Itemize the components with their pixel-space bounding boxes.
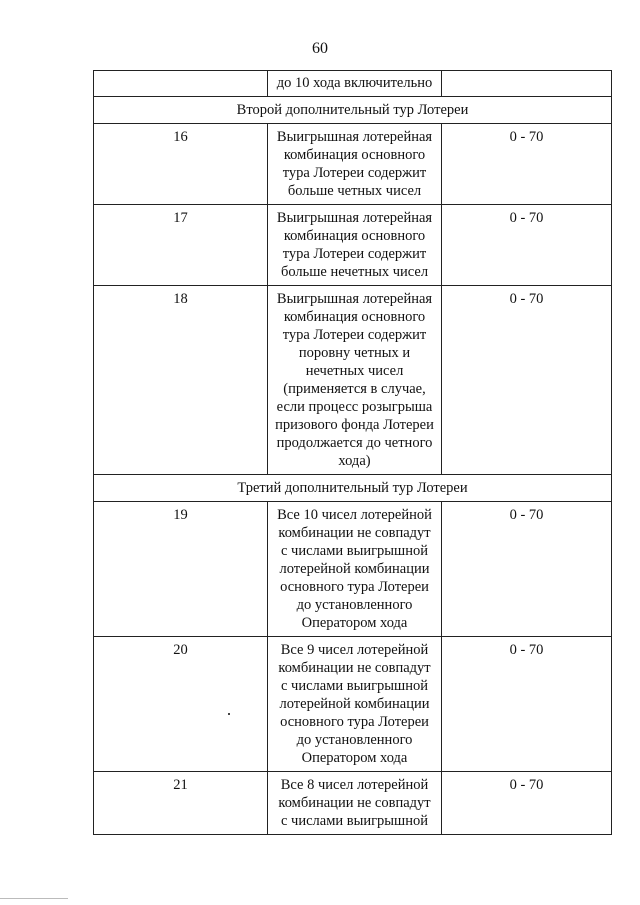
cell-number: 17 (94, 205, 268, 286)
cell-value: 0 - 70 (442, 637, 612, 772)
section-header-row (94, 475, 612, 502)
cell-value: 0 - 70 (442, 124, 612, 205)
condition-line: Оператором хода (301, 750, 408, 766)
table-row (94, 205, 612, 286)
condition-line: с числами выигрышной (280, 813, 428, 829)
condition-line: лотерейной комбинации (279, 561, 430, 577)
page-number: 60 (312, 40, 328, 57)
cell-empty-value (442, 71, 612, 97)
cell-number: 16 (94, 124, 268, 205)
condition-line: лотерейной комбинации (279, 696, 430, 712)
cell-empty-number (94, 71, 268, 97)
table-row (94, 637, 612, 772)
condition-line: (применяется в случае, (283, 381, 426, 397)
condition-line: комбинация основного (283, 147, 426, 163)
cell-value: 0 - 70 (442, 205, 612, 286)
cell-condition (268, 124, 442, 205)
condition-line: комбинация основного (283, 228, 426, 244)
condition-line: Оператором хода (301, 615, 408, 631)
condition-line: поровну четных и (298, 345, 411, 361)
condition-line: комбинации не совпадут (278, 795, 431, 811)
condition-line: если процесс розыгрыша (276, 399, 433, 415)
section-header: Третий дополнительный тур Лотереи (94, 475, 612, 502)
condition-line: хода) (338, 453, 371, 469)
section-header: Второй дополнительный тур Лотереи (94, 97, 612, 124)
condition-line: продолжается до четного (276, 435, 433, 451)
lottery-table (93, 70, 612, 835)
condition-line: до установленного (296, 732, 413, 748)
scan-edge-line (0, 898, 68, 899)
table-row-continuation (94, 71, 612, 97)
condition-line: Выигрышная лотерейная (276, 210, 433, 226)
cell-number: 19 (94, 502, 268, 637)
condition-line: комбинации не совпадут (278, 525, 431, 541)
section-header-row (94, 97, 612, 124)
cell-condition (268, 286, 442, 475)
table-row (94, 124, 612, 205)
cell-value: 0 - 70 (442, 772, 612, 835)
condition-line: до установленного (296, 597, 413, 613)
condition-line: Выигрышная лотерейная (276, 129, 433, 145)
condition-line: нечетных чисел (305, 363, 404, 379)
condition-line: с числами выигрышной (280, 678, 428, 694)
condition-line: Выигрышная лотерейная (276, 291, 433, 307)
condition-line: комбинации не совпадут (278, 660, 431, 676)
condition-line: Все 9 чисел лотерейной (280, 642, 429, 658)
condition-line: основного тура Лотереи (280, 579, 429, 595)
cell-continuation-text: до 10 хода включительно (268, 71, 442, 97)
condition-line: Все 10 чисел лотерейной (277, 507, 432, 523)
cell-condition (268, 637, 442, 772)
condition-line: основного тура Лотереи (280, 714, 429, 730)
condition-line: больше нечетных чисел (280, 264, 429, 280)
condition-line: больше четных чисел (287, 183, 422, 199)
table-body (94, 71, 612, 835)
cell-value: 0 - 70 (442, 286, 612, 475)
cell-value: 0 - 70 (442, 502, 612, 637)
cell-number: 18 (94, 286, 268, 475)
condition-line: тура Лотереи содержит (282, 165, 427, 181)
condition-line: с числами выигрышной (280, 543, 428, 559)
cell-condition (268, 502, 442, 637)
condition-line: тура Лотереи содержит (282, 327, 427, 343)
cell-condition (268, 772, 442, 835)
condition-line: призового фонда Лотереи (275, 417, 434, 433)
condition-line: тура Лотереи содержит (282, 246, 427, 262)
condition-line: комбинация основного (283, 309, 426, 325)
scan-speck (228, 713, 230, 715)
cell-number: 20 (94, 637, 268, 772)
table-row (94, 502, 612, 637)
condition-line: Все 8 чисел лотерейной (280, 777, 429, 793)
cell-condition (268, 205, 442, 286)
table-row (94, 772, 612, 835)
cell-number: 21 (94, 772, 268, 835)
table-row (94, 286, 612, 475)
